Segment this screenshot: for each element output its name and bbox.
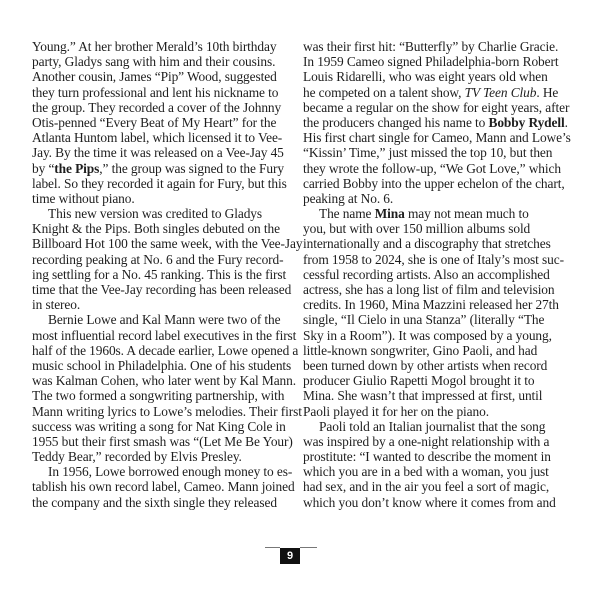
text-segment: ,” the group was signed to the Fury (99, 160, 284, 176)
text-line (32, 449, 287, 464)
text-segment: had sex, and in the air you feel a sort of magic, (303, 479, 550, 495)
text-line (32, 236, 303, 252)
text-line (303, 388, 568, 403)
text-segment: Billboard Hot 100 the same week, with the Vee-Jay (32, 236, 303, 252)
text-segment: 1955 but their first smash was “(Let Me Be Your) (32, 433, 293, 449)
text-segment: success was writing a song for Nat King Cole in (32, 418, 286, 434)
text-line (32, 495, 287, 510)
text-segment: became a regular on the show for eight years, after (303, 99, 570, 115)
text-segment: time without piano. (32, 190, 135, 206)
text-segment: . (564, 114, 568, 130)
text-line (303, 297, 568, 312)
text-line (32, 69, 287, 84)
text-segment: The name (319, 206, 375, 222)
bold-text: Mina (374, 206, 405, 222)
text-segment: This new version was credited to Gladys (48, 206, 263, 222)
text-segment: His first chart single for Cameo, Mann and Lowe’s (303, 130, 571, 146)
text-segment: actress, she has a long list of film and television (303, 282, 555, 297)
text-segment: the producers changed his name to (303, 114, 489, 130)
text-segment: Jay. By the time it was released on a Vee-Jay 45 (32, 145, 284, 161)
text-line (32, 100, 287, 115)
text-segment: which you don’t know where it comes from and (303, 494, 556, 510)
text-line (303, 130, 571, 146)
text-segment: Young.” At her brother Merald’s 10th birthday (32, 39, 277, 54)
text-line (303, 115, 568, 130)
folio-rule-left (265, 547, 280, 548)
text-line (32, 191, 287, 206)
text-line (303, 328, 568, 343)
text-line (303, 373, 568, 388)
text-segment: time that the Vee-Jay recording has been released (32, 282, 292, 297)
text-segment: you, but with over 150 million albums sold (303, 221, 531, 237)
text-line (303, 343, 568, 358)
text-line (303, 100, 568, 115)
text-line (32, 252, 287, 267)
text-segment: Sky in a Room”). It was composed by a young, (303, 327, 552, 343)
text-line (303, 236, 568, 251)
text-line (303, 449, 568, 464)
page-number: 9 (280, 548, 300, 564)
text-segment: Otis-penned “Every Beat of My Heart” for the (32, 114, 277, 130)
text-segment: ing settling for a No. 45 ranking. This is the first (32, 266, 287, 282)
text-segment: single, “Il Cielo in una Stanza” (literally “The (303, 312, 545, 328)
text-segment: Paoli told an Italian journalist that the song (319, 418, 546, 434)
text-line (32, 267, 287, 282)
text-line (32, 39, 287, 54)
text-line (303, 404, 568, 419)
text-segment: credits. In 1960, Mina Mazzini released her 27th (303, 297, 559, 313)
text-segment: by “ (32, 160, 55, 176)
text-line (32, 176, 287, 191)
text-segment: carried Bobby into the upper echelon of the chart, (303, 175, 565, 191)
text-segment: was inspired by a one-night relationship with a (303, 433, 550, 449)
text-line (303, 176, 568, 191)
text-line (303, 358, 568, 373)
text-segment: label. So they recorded it again for Fury, but this (32, 175, 287, 191)
text-line (32, 357, 292, 373)
text-line (303, 85, 568, 100)
text-segment: party, Gladys sang with him and their cousins. (32, 54, 276, 70)
text-line (32, 221, 287, 236)
text-line (303, 191, 568, 206)
text-line (303, 479, 568, 494)
text-segment: the group. They recorded a cover of the Johnny (32, 99, 282, 115)
text-line (32, 342, 299, 358)
text-segment: Mann writing lyrics to Lowe’s melodies. Their first (32, 403, 302, 419)
text-line (303, 54, 568, 69)
text-segment: been turned down by other artists when record (303, 357, 548, 373)
text-line (32, 433, 293, 449)
folio-rule-right (300, 547, 317, 548)
text-line (303, 252, 568, 267)
text-segment: internationally and a discography that stretches (303, 236, 551, 252)
text-line (303, 161, 568, 176)
text-line (303, 495, 568, 510)
text-segment: producer Giulio Rapetti Mogol brought it to (303, 373, 535, 389)
text-line (32, 464, 293, 480)
left-text-column (32, 39, 303, 510)
text-segment: Atlanta Huntom label, which licensed it to Vee- (32, 130, 283, 146)
text-line (32, 297, 287, 312)
text-line (32, 419, 287, 434)
text-segment: which you are in a bed with a woman, you just (303, 464, 549, 480)
text-line (303, 221, 568, 236)
text-segment: the company and the sixth single they released (32, 494, 277, 510)
text-line (32, 54, 287, 69)
text-line (32, 312, 287, 327)
text-segment: they wrote the follow-up, “We Got Love,” which (303, 160, 561, 176)
text-line (303, 206, 568, 221)
text-line (32, 479, 295, 495)
text-line (32, 130, 287, 145)
text-segment: Another cousin, James “Pip” Wood, suggested (32, 69, 277, 85)
text-line (303, 434, 568, 449)
text-segment: music school in Philadelphia. One of his students (32, 357, 292, 373)
text-line (32, 373, 296, 389)
text-line (32, 85, 287, 100)
text-line (32, 403, 302, 419)
text-segment: was their first hit: “Butterfly” by Charlie Gracie. (303, 39, 559, 54)
text-segment: prostitute: “I wanted to describe the moment in (303, 449, 551, 465)
text-segment: recording peaking at No. 6 and the Fury record- (32, 251, 284, 267)
text-line (303, 39, 568, 54)
text-segment: was Kalman Cohen, who later went by Kal Mann. (32, 373, 296, 389)
text-segment: “Kissin’ Time,” just missed the top 10, but then (303, 145, 553, 161)
italic-text: TV Teen Club (464, 84, 537, 100)
text-line (303, 419, 568, 434)
text-segment: most influential record label executives in the first (32, 327, 297, 343)
text-segment: Teddy Bear,” recorded by Elvis Presley. (32, 449, 242, 465)
text-segment: Bernie Lowe and Kal Mann were two of the (48, 312, 281, 328)
text-line (32, 161, 287, 176)
text-segment: he competed on a talent show, (303, 84, 465, 100)
text-segment: The two formed a songwriting partnership, with (32, 388, 285, 404)
text-segment: cessful recording artists. Also an accomplished (303, 266, 550, 282)
text-segment: may not mean much to (404, 206, 529, 222)
text-line (303, 282, 568, 297)
bold-text: Bobby Rydell (488, 114, 565, 130)
text-line (303, 145, 568, 160)
text-line (303, 312, 568, 327)
text-segment: peaking at No. 6. (303, 190, 394, 206)
text-segment: from 1958 to 2024, she is one of Italy’s most suc- (303, 251, 564, 267)
text-segment: . He (536, 84, 559, 100)
text-line (32, 145, 287, 160)
text-segment: tablish his own record label, Cameo. Mann joined (32, 479, 295, 495)
bold-text: the Pips (54, 160, 100, 176)
text-line (32, 388, 287, 403)
right-text-column (303, 39, 571, 510)
text-segment: Louis Ridarelli, who was eight years old when (303, 69, 548, 85)
text-segment: they turn professional and lent his nickname to (32, 84, 279, 100)
text-line (32, 327, 297, 343)
text-segment: half of the 1960s. A decade earlier, Lowe opened a (32, 342, 299, 358)
text-segment: Mina. She wasn’t that impressed at first, until (303, 388, 543, 404)
text-segment: Knight & the Pips. Both singles debuted on the (32, 221, 280, 237)
text-line (32, 282, 292, 297)
text-segment: In 1956, Lowe borrowed enough money to es- (48, 464, 293, 480)
text-segment: in stereo. (32, 297, 81, 313)
text-segment: In 1959 Cameo signed Philadelphia-born Robert (303, 54, 559, 70)
text-line (303, 267, 568, 282)
text-line (32, 115, 287, 130)
text-segment: little-known songwriter, Gino Paoli, and had (303, 342, 538, 358)
text-segment: Paoli played it for her on the piano. (303, 403, 489, 419)
text-line (303, 69, 568, 84)
text-line (32, 206, 287, 221)
text-line (303, 464, 568, 479)
